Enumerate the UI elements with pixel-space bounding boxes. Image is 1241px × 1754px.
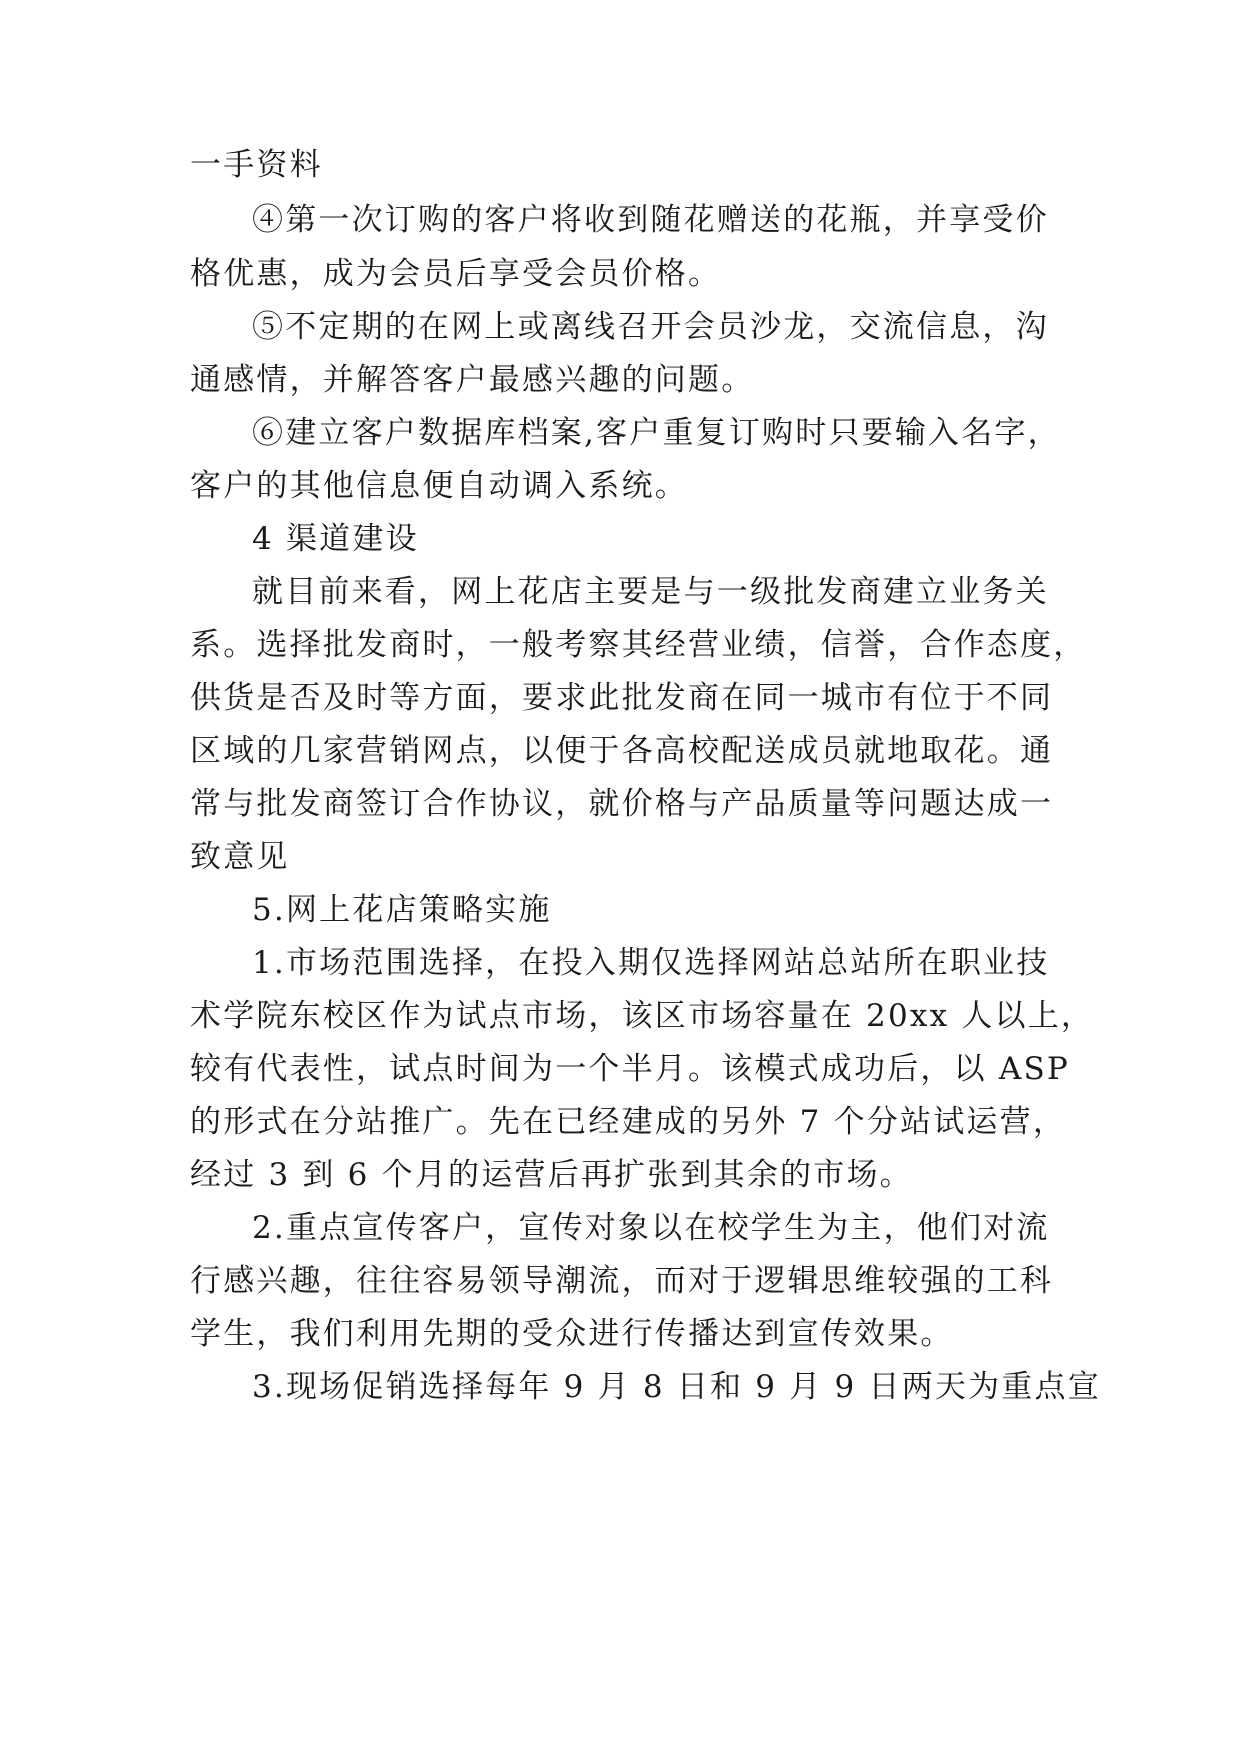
paragraph-line: ⑥建立客户数据库档案,客户重复订购时只要输入名字， xyxy=(252,415,1061,451)
paragraph-line: 经过 3 到 6 个月的运营后再扩张到其余的市场。 xyxy=(190,1157,913,1193)
paragraph-line: ⑤不定期的在网上或离线召开会员沙龙，交流信息，沟 xyxy=(252,309,1049,345)
paragraph-line: 2.重点宣传客户，宣传对象以在校学生为主，他们对流 xyxy=(252,1210,1050,1246)
paragraph-line: 术学院东校区作为试点市场，该区市场容量在 20xx 人以上， xyxy=(190,998,1095,1034)
paragraph-line: 就目前来看，网上花店主要是与一级批发商建立业务关 xyxy=(252,574,1049,610)
paragraph-line: 1.市场范围选择，在投入期仅选择网站总站所在职业技 xyxy=(252,945,1050,981)
paragraph-line: 客户的其他信息便自动调入系统。 xyxy=(190,468,688,504)
paragraph-line: 区域的几家营销网点，以便于各高校配送成员就地取花。通 xyxy=(190,733,1054,769)
paragraph-line: 较有代表性，试点时间为一个半月。该模式成功后，以 ASP xyxy=(190,1051,1070,1087)
paragraph-line: 行感兴趣，往往容易领导潮流，而对于逻辑思维较强的工科 xyxy=(190,1263,1054,1299)
paragraph-line: 的形式在分站推广。先在已经建成的另外 7 个分站试运营， xyxy=(190,1104,1067,1140)
paragraph-line: 3.现场促销选择每年 9 月 8 日和 9 月 9 日两天为重点宣 xyxy=(252,1369,1101,1405)
paragraph-line: 一手资料 xyxy=(190,147,323,183)
paragraph-line: 格优惠，成为会员后享受会员价格。 xyxy=(190,256,722,292)
paragraph-line: 供货是否及时等方面，要求此批发商在同一城市有位于不同 xyxy=(190,680,1054,716)
paragraph-line: 系。选择批发商时，一般考察其经营业绩，信誉，合作态度， xyxy=(190,627,1087,663)
paragraph-line: 常与批发商签订合作协议，就价格与产品质量等问题达成一 xyxy=(190,786,1054,822)
paragraph-line: ④第一次订购的客户将收到随花赠送的花瓶，并享受价 xyxy=(252,202,1049,238)
paragraph-line: 致意见 xyxy=(190,839,290,875)
section-heading: 5.网上花店策略实施 xyxy=(252,892,552,928)
paragraph-line: 学生，我们利用先期的受众进行传播达到宣传效果。 xyxy=(190,1316,954,1352)
paragraph-line: 通感情，并解答客户最感兴趣的问题。 xyxy=(190,362,755,398)
section-heading: 4 渠道建设 xyxy=(252,521,419,557)
